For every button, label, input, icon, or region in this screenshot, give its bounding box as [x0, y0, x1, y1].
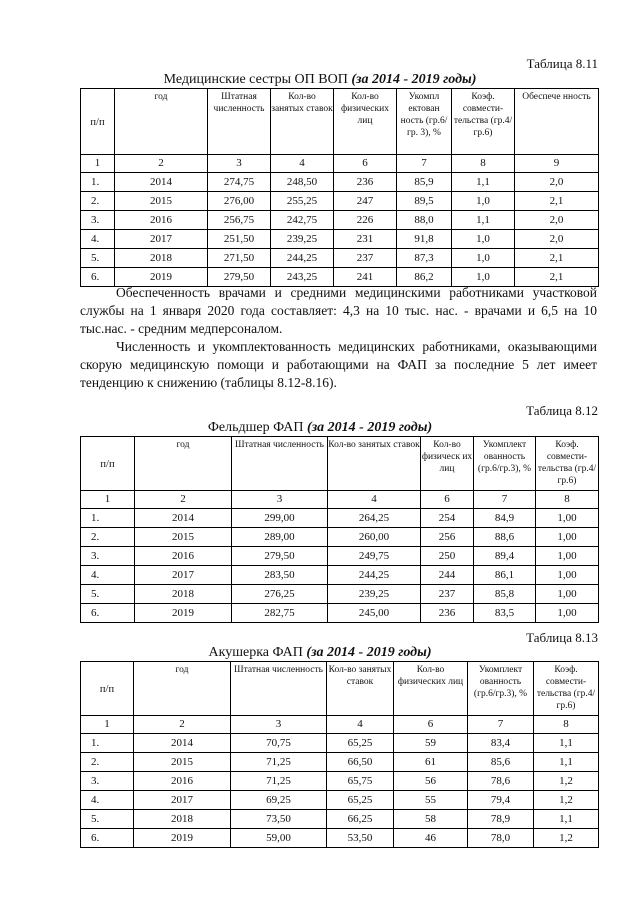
table-cell: 2015 [115, 192, 208, 211]
table-row [81, 211, 599, 230]
table-cell: 1,1 [452, 173, 515, 192]
table-cell: 2019 [134, 829, 231, 848]
table-cell: 2015 [135, 528, 232, 547]
table-row [81, 173, 599, 192]
column-number: 3 [232, 491, 328, 509]
table-cell: 5. [81, 810, 134, 829]
column-number: 2 [135, 491, 232, 509]
table-cell: 1,00 [536, 604, 599, 623]
table-cell: 71,25 [231, 772, 327, 791]
column-header: Коэф. совмести-тельства (гр.4/гр.6) [452, 89, 515, 155]
table-cell: 1. [81, 734, 134, 753]
table-cell: 1,00 [536, 585, 599, 604]
table-cell: 2. [81, 753, 134, 772]
table-cell: 2,1 [515, 249, 599, 268]
table-row [81, 249, 599, 268]
table-cell: 56 [394, 772, 468, 791]
table-cell: 243,25 [271, 268, 334, 287]
table-cell: 55 [394, 791, 468, 810]
column-header: Штатная численность [208, 89, 271, 155]
table-cell: 241 [334, 268, 397, 287]
column-number-row [81, 716, 599, 734]
table-cell: 2016 [115, 211, 208, 230]
table-row [81, 547, 599, 566]
column-header: Кол-во занятых ставок [271, 89, 334, 155]
table-cell: 2,1 [515, 268, 599, 287]
table-cell: 247 [334, 192, 397, 211]
table-cell: 242,75 [271, 211, 334, 230]
table-row [81, 772, 599, 791]
table-cell: 87,3 [397, 249, 452, 268]
column-header: Укомплект ованность (гр.6/гр.3), % [468, 662, 534, 716]
column-header: год [134, 662, 231, 716]
table-row [81, 230, 599, 249]
table-cell: 276,00 [208, 192, 271, 211]
table-cell: 279,50 [208, 268, 271, 287]
table-cell: 2,0 [515, 173, 599, 192]
table-cell: 66,25 [327, 810, 394, 829]
table-cell: 1,1 [534, 734, 599, 753]
table-cell: 91,8 [397, 230, 452, 249]
column-number: 6 [421, 491, 474, 509]
column-number: 1 [81, 155, 115, 173]
table-8-11-title: Медицинские сестры ОП ВОП (за 2014 - 2019 годы) [163, 72, 477, 87]
table-8-13-title: Акушерка ФАП (за 2014 - 2019 годы) [208, 645, 432, 660]
column-header: год [115, 89, 208, 155]
column-number: 3 [231, 716, 327, 734]
table-cell: 70,75 [231, 734, 327, 753]
column-header: Кол-во физических лиц [394, 662, 468, 716]
column-number: 7 [468, 716, 534, 734]
table-cell: 65,25 [327, 734, 394, 753]
table-cell: 2019 [135, 604, 232, 623]
table-cell: 78,0 [468, 829, 534, 848]
table-cell: 244,25 [271, 249, 334, 268]
column-header: Укомплект ованность (гр.6/гр.3), % [474, 437, 536, 491]
table-cell: 6. [81, 268, 115, 287]
table-cell: 260,00 [328, 528, 421, 547]
table-cell: 73,50 [231, 810, 327, 829]
table-cell: 2015 [134, 753, 231, 772]
column-header: Штатная численность [232, 437, 328, 491]
table-cell: 3. [81, 772, 134, 791]
column-header: Штатная численность [231, 662, 327, 716]
table-cell: 1,0 [452, 230, 515, 249]
table-cell: 237 [421, 585, 474, 604]
column-number: 6 [334, 155, 397, 173]
table-cell: 58 [394, 810, 468, 829]
table-cell: 88,6 [474, 528, 536, 547]
table-cell: 236 [421, 604, 474, 623]
table-cell: 83,4 [468, 734, 534, 753]
column-header: Кол-во занятых ставок [327, 662, 394, 716]
table-cell: 248,50 [271, 173, 334, 192]
table-cell: 78,6 [468, 772, 534, 791]
table-cell: 78,9 [468, 810, 534, 829]
table-row [81, 192, 599, 211]
table-8-12-title: Фельдшер ФАП (за 2014 - 2019 годы) [207, 420, 433, 435]
table-cell: 1,1 [534, 810, 599, 829]
table-cell: 250 [421, 547, 474, 566]
table-8-13 [80, 661, 599, 848]
column-header: Коэф. совмести-тельства (гр.4/гр.6) [534, 662, 599, 716]
table-cell: 1,1 [452, 211, 515, 230]
table-cell: 6. [81, 604, 135, 623]
table-cell: 5. [81, 585, 135, 604]
column-header: Укомпл ектован ность (гр.6/гр. 3), % [397, 89, 452, 155]
table-cell: 2,0 [515, 211, 599, 230]
table-cell: 299,00 [232, 509, 328, 528]
table-8-11 [80, 88, 599, 287]
table-row [81, 509, 599, 528]
table-cell: 245,00 [328, 604, 421, 623]
table-cell: 256 [421, 528, 474, 547]
table-cell: 69,25 [231, 791, 327, 810]
table-cell: 85,6 [468, 753, 534, 772]
table-cell: 61 [394, 753, 468, 772]
table-8-12 [80, 436, 599, 623]
table-cell: 5. [81, 249, 115, 268]
table-cell: 2. [81, 192, 115, 211]
column-number: 4 [328, 491, 421, 509]
column-header: п/п [81, 437, 135, 491]
table-cell: 59,00 [231, 829, 327, 848]
column-number: 9 [515, 155, 599, 173]
column-number: 8 [536, 491, 599, 509]
table-cell: 2,0 [515, 230, 599, 249]
column-header: Кол-во физических лиц [334, 89, 397, 155]
table-cell: 2018 [115, 249, 208, 268]
table-cell: 2017 [135, 566, 232, 585]
table-cell: 283,50 [232, 566, 328, 585]
column-number: 8 [452, 155, 515, 173]
table-cell: 2. [81, 528, 135, 547]
table-8-12-caption: Таблица 8.12 [526, 403, 598, 418]
column-header: п/п [81, 89, 115, 155]
table-cell: 1,0 [452, 268, 515, 287]
column-number: 1 [81, 716, 134, 734]
column-number-row [81, 155, 599, 173]
table-cell: 66,50 [327, 753, 394, 772]
column-number: 4 [271, 155, 334, 173]
table-cell: 65,25 [327, 791, 394, 810]
table-cell: 3. [81, 211, 115, 230]
table-cell: 1,0 [452, 249, 515, 268]
table-cell: 4. [81, 791, 134, 810]
column-number-row [81, 491, 599, 509]
table-8-13-caption: Таблица 8.13 [526, 630, 598, 645]
table-cell: 2016 [135, 547, 232, 566]
table-cell: 86,2 [397, 268, 452, 287]
table-cell: 59 [394, 734, 468, 753]
table-cell: 2014 [134, 734, 231, 753]
table-cell: 1,2 [534, 772, 599, 791]
column-number: 7 [474, 491, 536, 509]
paragraph-2: Численность и укомплектованность медицинских работниками, оказывающими скорую медицинскую помощи и работающими на ФАП за последние 5 лет имеет тенденцию к снижению (таблицы 8.12-8.16). [80, 339, 597, 390]
column-number: 8 [534, 716, 599, 734]
table-cell: 1,00 [536, 566, 599, 585]
table-cell: 264,25 [328, 509, 421, 528]
table-cell: 282,75 [232, 604, 328, 623]
table-cell: 4. [81, 230, 115, 249]
table-cell: 244,25 [328, 566, 421, 585]
column-number: 2 [115, 155, 208, 173]
table-cell: 1,2 [534, 791, 599, 810]
table-cell: 83,5 [474, 604, 536, 623]
table-8-11-caption: Таблица 8.11 [526, 56, 598, 71]
table-cell: 256,75 [208, 211, 271, 230]
table-cell: 3. [81, 547, 135, 566]
paragraph-1: Обеспеченность врачами и средними медицинскими работниками участковой службы на 1 января 2020 года составляет: 4,3 на 10 тыс. нас. - врачами и 6,5 на 10 тыс.нас. - средним медперсоналом. [80, 285, 597, 336]
table-cell: 46 [394, 829, 468, 848]
table-cell: 2018 [135, 585, 232, 604]
table-cell: 1,0 [452, 192, 515, 211]
table-cell: 276,25 [232, 585, 328, 604]
table-cell: 85,8 [474, 585, 536, 604]
table-cell: 6. [81, 829, 134, 848]
column-number: 6 [394, 716, 468, 734]
table-cell: 2014 [115, 173, 208, 192]
column-header: Обеспече нность [515, 89, 599, 155]
table-row [81, 734, 599, 753]
table-cell: 79,4 [468, 791, 534, 810]
table-cell: 2014 [135, 509, 232, 528]
column-number: 4 [327, 716, 394, 734]
table-row [81, 566, 599, 585]
table-cell: 231 [334, 230, 397, 249]
table-cell: 71,25 [231, 753, 327, 772]
column-header: п/п [81, 662, 134, 716]
column-header: Коэф. совмести-тельства (гр.4/гр.6) [536, 437, 599, 491]
column-number: 7 [397, 155, 452, 173]
table-cell: 88,0 [397, 211, 452, 230]
column-number: 1 [81, 491, 135, 509]
table-row [81, 791, 599, 810]
table-cell: 226 [334, 211, 397, 230]
table-cell: 1. [81, 173, 115, 192]
table-cell: 254 [421, 509, 474, 528]
table-cell: 84,9 [474, 509, 536, 528]
table-cell: 2018 [134, 810, 231, 829]
table-cell: 249,75 [328, 547, 421, 566]
table-cell: 239,25 [328, 585, 421, 604]
table-row [81, 829, 599, 848]
table-cell: 53,50 [327, 829, 394, 848]
table-cell: 1,1 [534, 753, 599, 772]
table-cell: 4. [81, 566, 135, 585]
table-row [81, 810, 599, 829]
table-cell: 239,25 [271, 230, 334, 249]
table-cell: 2,1 [515, 192, 599, 211]
table-row [81, 528, 599, 547]
column-header: Кол-во физическ их лиц [421, 437, 474, 491]
table-cell: 2017 [115, 230, 208, 249]
table-row [81, 604, 599, 623]
table-cell: 89,4 [474, 547, 536, 566]
table-cell: 2019 [115, 268, 208, 287]
table-cell: 237 [334, 249, 397, 268]
body-text [80, 284, 597, 392]
table-cell: 289,00 [232, 528, 328, 547]
table-cell: 86,1 [474, 566, 536, 585]
table-cell: 2016 [134, 772, 231, 791]
table-cell: 85,9 [397, 173, 452, 192]
column-number: 3 [208, 155, 271, 173]
table-cell: 1. [81, 509, 135, 528]
table-cell: 244 [421, 566, 474, 585]
table-row [81, 585, 599, 604]
table-cell: 279,50 [232, 547, 328, 566]
column-number: 2 [134, 716, 231, 734]
table-cell: 271,50 [208, 249, 271, 268]
table-cell: 65,75 [327, 772, 394, 791]
table-cell: 1,00 [536, 528, 599, 547]
table-cell: 274,75 [208, 173, 271, 192]
column-header: год [135, 437, 232, 491]
column-header: Кол-во занятых ставок [328, 437, 421, 491]
table-cell: 1,2 [534, 829, 599, 848]
table-cell: 1,00 [536, 509, 599, 528]
table-cell: 1,00 [536, 547, 599, 566]
table-row [81, 753, 599, 772]
table-cell: 236 [334, 173, 397, 192]
table-cell: 89,5 [397, 192, 452, 211]
table-cell: 2017 [134, 791, 231, 810]
table-cell: 255,25 [271, 192, 334, 211]
table-cell: 251,50 [208, 230, 271, 249]
